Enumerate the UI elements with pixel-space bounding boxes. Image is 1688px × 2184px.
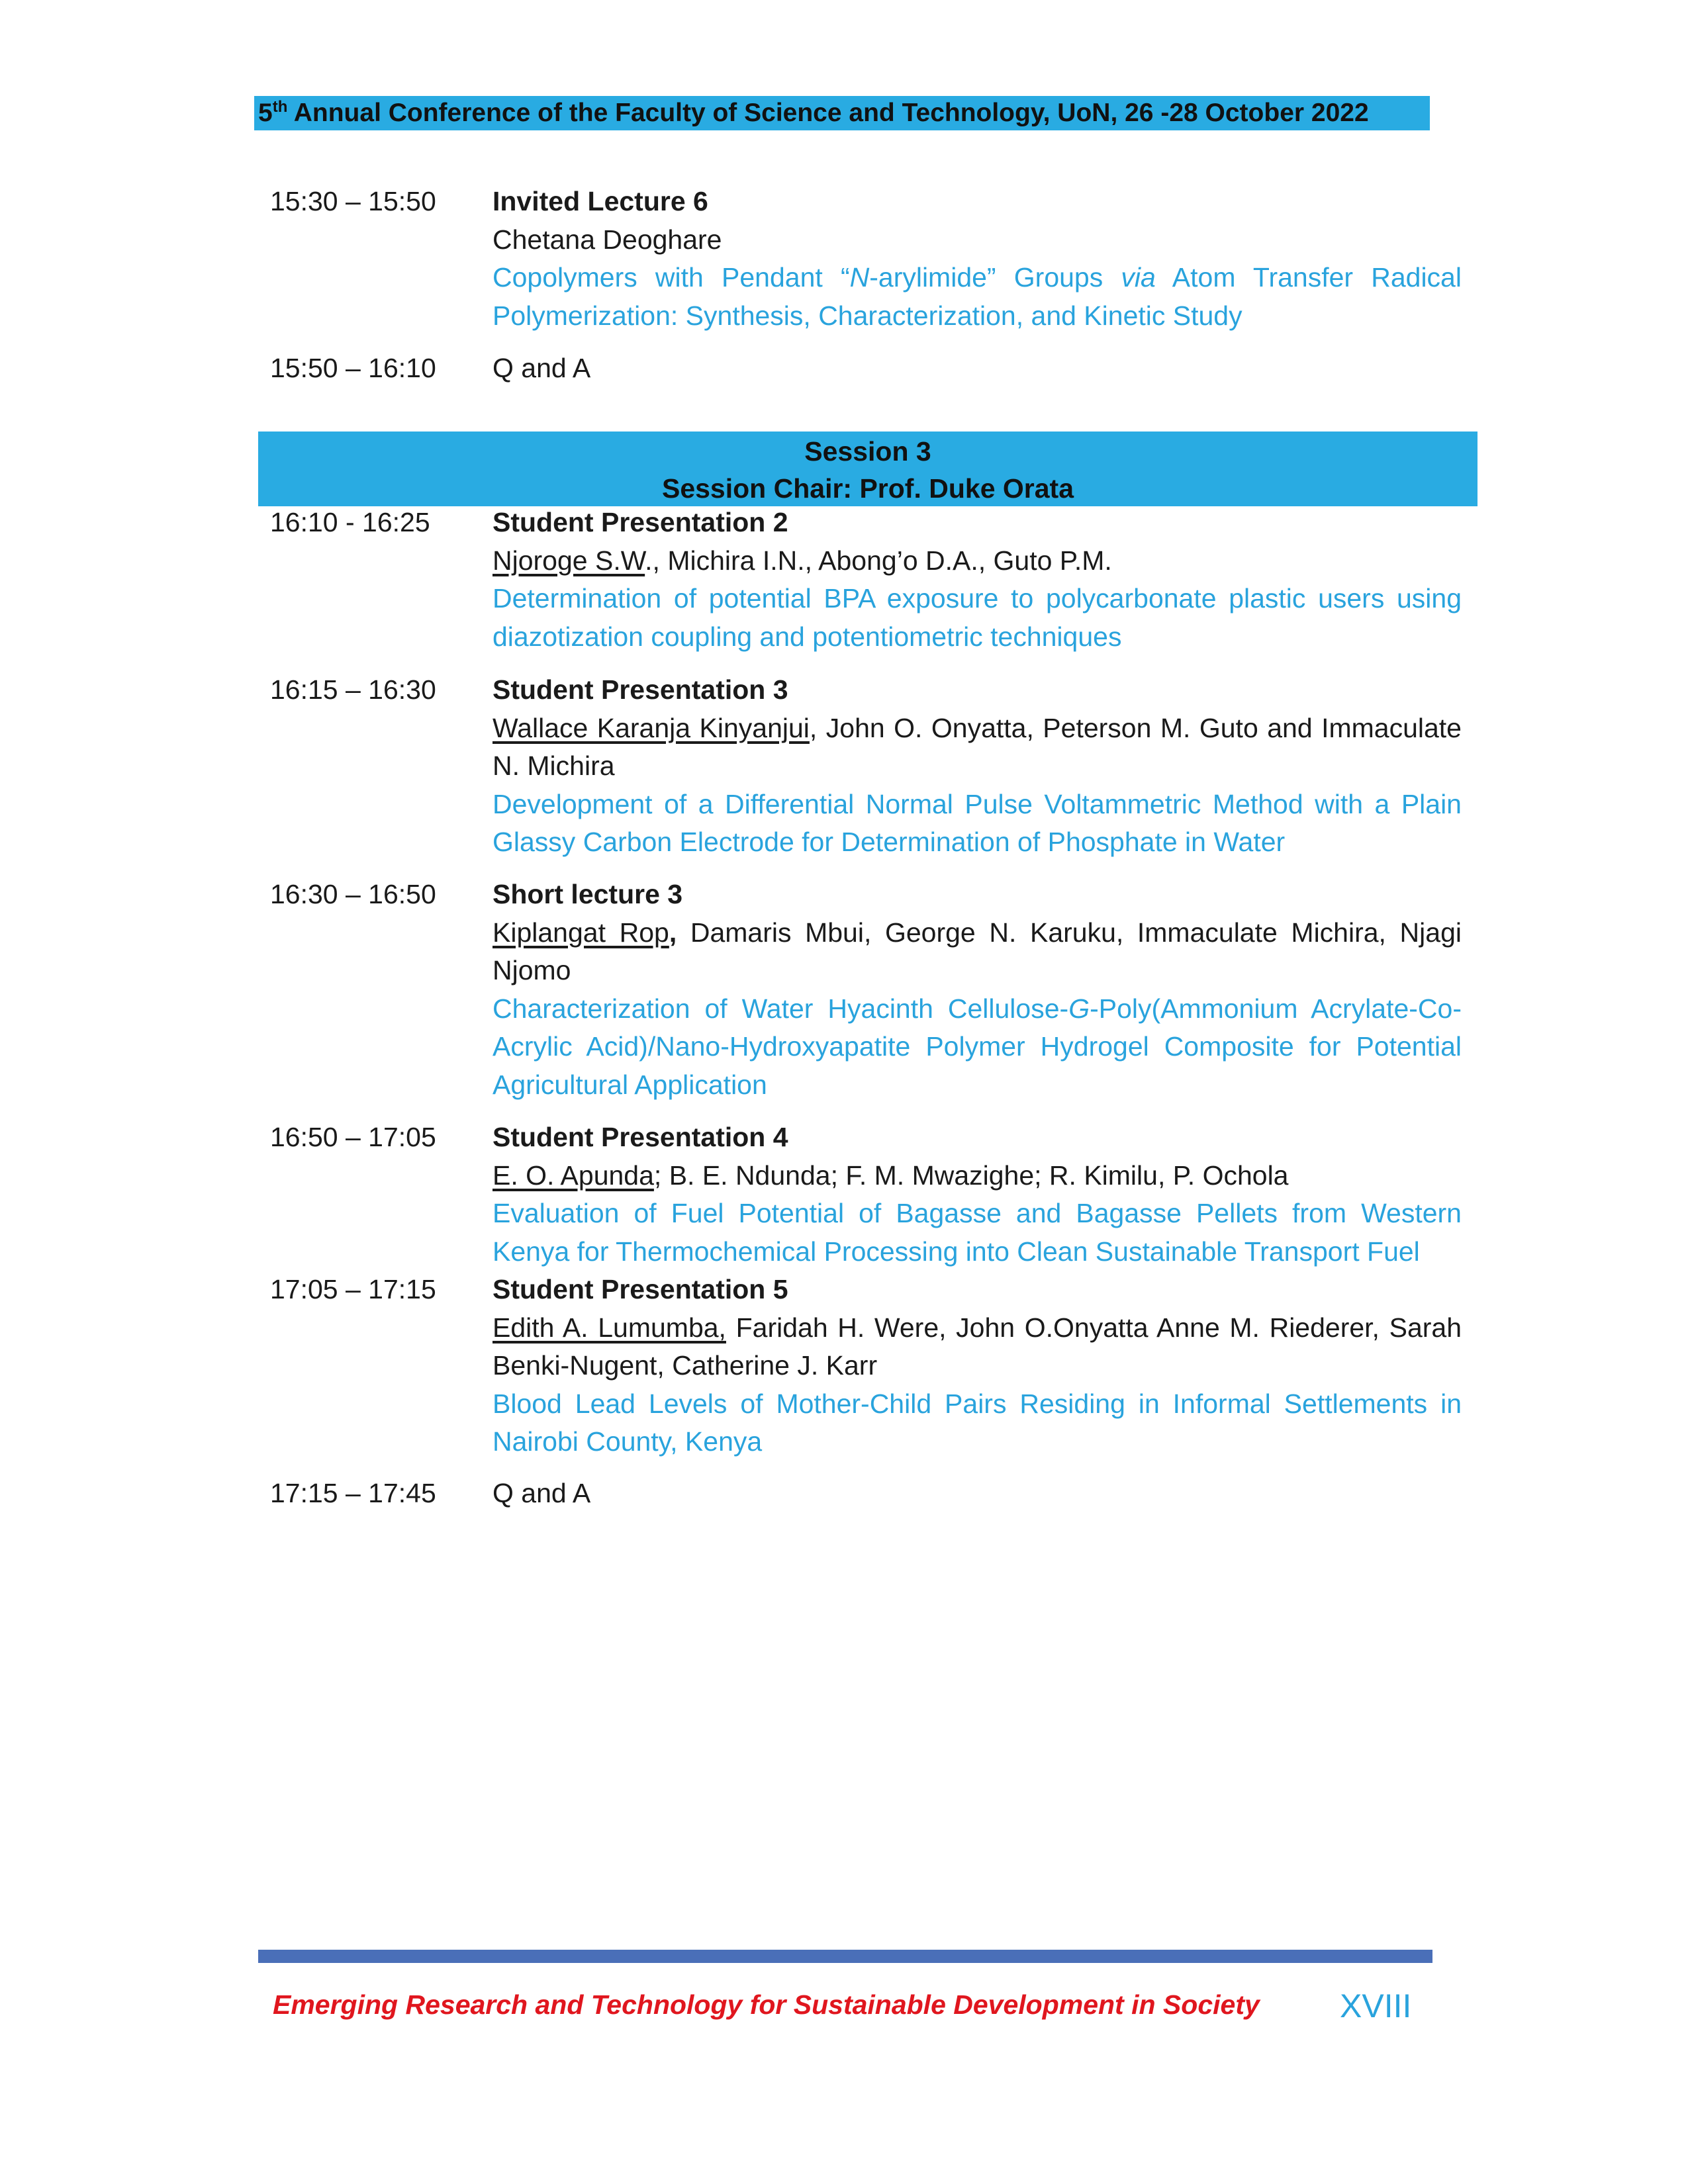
authors: Kiplangat Rop, Damaris Mbui, George N. Karuku, Immaculate Michira, Njagi Njomo — [492, 917, 1462, 985]
slot-time: 15:30 – 15:50 — [270, 186, 436, 216]
presenter-name: Njoroge S.W — [492, 545, 645, 576]
talk-title: Blood Lead Levels of Mother-Child Pairs Residing in Informal Settlements in Nairobi County, Kenya — [492, 1388, 1462, 1457]
session-type: Short lecture 3 — [492, 879, 683, 909]
footer-divider — [258, 1950, 1432, 1963]
presenter-name: Wallace Karanja Kinyanjui — [492, 712, 810, 743]
presenter-name: E. O. Apunda — [492, 1160, 654, 1191]
session-type: Student Presentation 2 — [492, 507, 788, 537]
header-text: Annual Conference of the Faculty of Science and Technology, UoN, 26 -28 October 2022 — [287, 99, 1369, 127]
talk-title: Copolymers with Pendant “N-arylimide” Groups via Atom Transfer Radical Polymerization: Synthesis, Characterization, and Kinetic Study — [492, 262, 1462, 331]
conference-header — [254, 96, 1430, 130]
session-chair: Session Chair: Prof. Duke Orata — [661, 473, 1074, 504]
slot-time: 17:15 – 17:45 — [270, 1478, 436, 1508]
q-and-a-label: Q and A — [492, 1478, 591, 1508]
header-superscript: th — [272, 98, 288, 116]
talk-title: Determination of potential BPA exposure to polycarbonate plastic users using diazotization coupling and potentiometric techniques — [492, 583, 1462, 652]
slot-time: 16:50 – 17:05 — [270, 1122, 436, 1152]
session-type: Invited Lecture 6 — [492, 186, 708, 216]
authors: Edith A. Lumumba, Faridah H. Were, John O.Onyatta Anne M. Riederer, Sarah Benki-Nugent, Catherine J. Karr — [492, 1312, 1462, 1381]
slot-time: 16:10 - 16:25 — [270, 507, 430, 537]
session-title: Session 3 — [804, 436, 931, 467]
page-number: XVIII — [1340, 1987, 1412, 2025]
presenter-name: Edith A. Lumumba, — [492, 1312, 726, 1343]
footer-tagline: Emerging Research and Technology for Sustainable Development in Society — [273, 1989, 1260, 2020]
presenter-name: Kiplangat Rop — [492, 917, 669, 948]
slot-time: 15:50 – 16:10 — [270, 353, 436, 383]
authors: Njoroge S.W., Michira I.N., Abong’o D.A., Guto P.M. — [492, 545, 1112, 576]
slot-time: 16:30 – 16:50 — [270, 879, 436, 909]
slot-time: 16:15 – 16:30 — [270, 674, 436, 705]
session-type: Student Presentation 5 — [492, 1274, 788, 1304]
authors: E. O. Apunda; B. E. Ndunda; F. M. Mwazighe; R. Kimilu, P. Ochola — [492, 1160, 1289, 1191]
session-type: Student Presentation 4 — [492, 1122, 788, 1152]
talk-title: Evaluation of Fuel Potential of Bagasse and Bagasse Pellets from Western Kenya for Thermochemical Processing into Clean Sustainable Transport Fuel — [492, 1198, 1462, 1267]
talk-title: Development of a Differential Normal Pulse Voltammetric Method with a Plain Glassy Carbon Electrode for Determination of Phosphate in Water — [492, 788, 1462, 857]
session-banner — [258, 432, 1477, 506]
authors: Chetana Deoghare — [492, 224, 722, 255]
authors: Wallace Karanja Kinyanjui, John O. Onyatta, Peterson M. Guto and Immaculate N. Michira — [492, 712, 1462, 781]
q-and-a-label: Q and A — [492, 353, 591, 383]
header-prefix: 5 — [258, 99, 273, 127]
slot-time: 17:05 – 17:15 — [270, 1274, 436, 1304]
session-type: Student Presentation 3 — [492, 674, 788, 705]
talk-title: Characterization of Water Hyacinth Cellulose-G-Poly(Ammonium Acrylate-Co-Acrylic Acid)/Nano-Hydroxyapatite Polymer Hydrogel Composite for Potential Agricultural Application — [492, 993, 1462, 1100]
